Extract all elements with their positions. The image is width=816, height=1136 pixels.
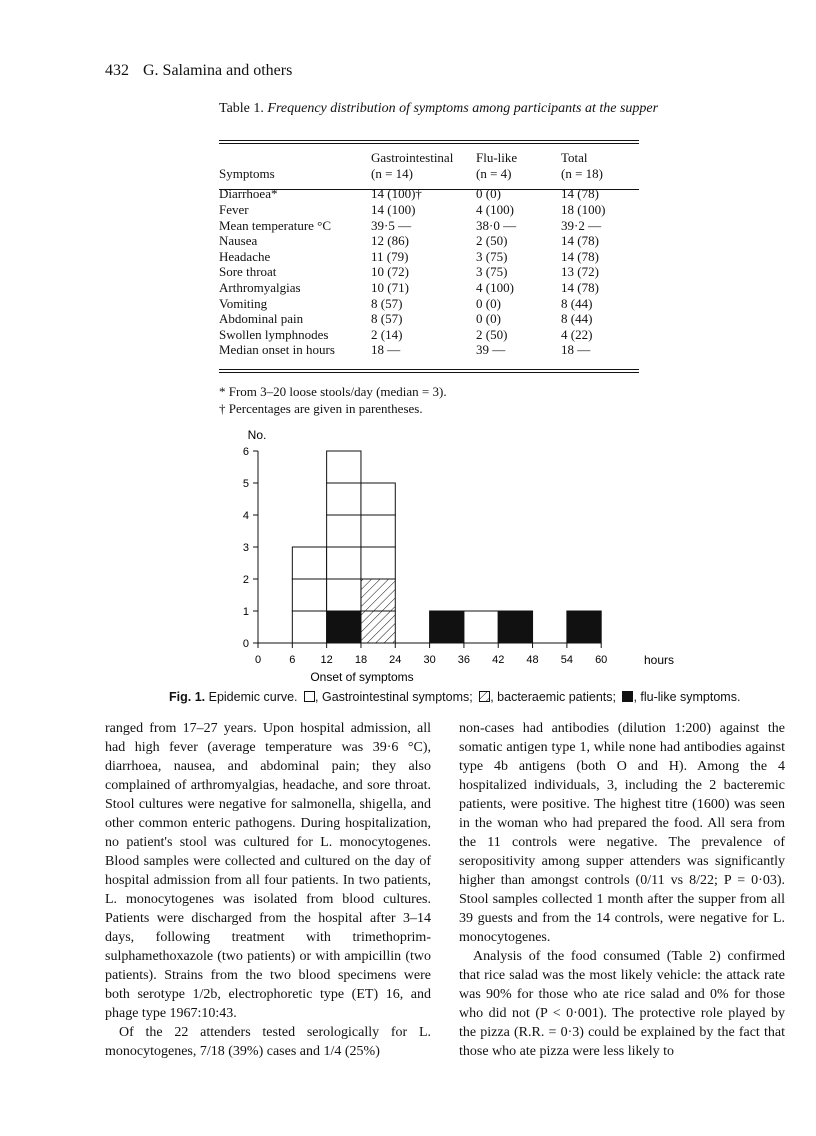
row-gi: 14 (100)† [371, 186, 422, 201]
row-symptom: Sore throat [219, 264, 277, 280]
row-gi: 18 — [371, 342, 401, 358]
col-header-total-n: (n = 18) [561, 166, 603, 181]
case-cell-gi [327, 515, 361, 547]
legend-square-filled-icon [622, 691, 633, 702]
legend-gastrointestinal: , Gastrointestinal symptoms; [315, 690, 473, 704]
running-title: G. Salamina and others [143, 62, 293, 79]
case-cell-gi [292, 611, 326, 643]
paragraph-right-2: Analysis of the food consumed (Table 2) confirmed that rice salad was the most likely vehicle: the attack rate was 90% for those who ate rice salad and 0% for those who did not (P < 0·001). The protective role played by the pizza (R.R. = 0·3) could be explained by the fact that those who ate pizza were less likely to [459, 949, 785, 1059]
col-header-flu-like: Flu-like [476, 150, 518, 165]
row-total: 18 — [561, 342, 591, 358]
row-gi: 8 (57) [371, 311, 403, 327]
row-gi: 14 (100) [371, 202, 416, 217]
body-column-right [459, 719, 785, 1061]
row-flu: 38·0 — [476, 217, 517, 233]
row-total: 39·2 — [561, 217, 602, 233]
case-cell-gi [292, 547, 326, 579]
row-symptom: Swollen lymphnodes [219, 326, 329, 342]
row-gi: 10 (71) [371, 279, 409, 295]
row-total: 14 (78) [561, 248, 599, 264]
case-cell-gi [327, 579, 361, 611]
row-symptom: Abdominal pain [219, 311, 304, 327]
row-symptom: Median onset in hours [219, 342, 335, 358]
case-cell-bact [361, 611, 395, 643]
case-cell-flu [498, 611, 532, 643]
y-tick-label: 5 [242, 478, 249, 490]
case-cell-gi [361, 547, 395, 579]
case-cell-gi [327, 483, 361, 515]
row-symptom: Mean temperature °C [219, 217, 332, 233]
row-flu: 39 — [476, 342, 506, 358]
footnote-percentages: † Percentages are given in parentheses. [219, 401, 423, 416]
row-symptom: Nausea [219, 233, 258, 249]
footnote-diarrhoea: * From 3–20 loose stools/day (median = 3). [219, 384, 447, 399]
row-total: 18 (100) [561, 202, 606, 217]
col-header-gi-n: (n = 14) [371, 166, 413, 181]
y-tick-label: 4 [242, 510, 249, 522]
paragraph-left-2: Of the 22 attenders tested serologically for L. monocytogenes, 7/18 (39%) cases and 1/4 (25%) [105, 1025, 431, 1059]
row-total: 14 (78) [561, 186, 599, 201]
y-tick-label: 2 [242, 574, 249, 586]
x-tick-label: 36 [457, 654, 471, 666]
x-axis-unit: hours [644, 653, 675, 667]
x-tick-label: 6 [289, 654, 296, 666]
row-gi: 12 (86) [371, 233, 409, 249]
y-tick-label: 0 [242, 638, 249, 650]
row-symptom: Fever [219, 202, 249, 217]
table-caption-text: Frequency distribution of symptoms among participants at the supper [267, 101, 659, 116]
case-cell-gi [327, 547, 361, 579]
row-flu: 4 (100) [476, 202, 514, 217]
case-cell-gi [361, 483, 395, 515]
row-flu: 0 (0) [476, 295, 501, 311]
legend-square-hatched-icon [479, 691, 490, 702]
case-cell-gi [292, 579, 326, 611]
case-cell-flu [430, 611, 464, 643]
row-total: 14 (78) [561, 233, 599, 249]
x-tick-label: 54 [560, 654, 574, 666]
figure-caption [169, 690, 740, 704]
case-cell-flu [567, 611, 601, 643]
row-flu: 0 (0) [476, 311, 501, 327]
body-column-left [105, 719, 431, 1061]
paragraph-right-1: non-cases had antibodies (dilution 1:200) against the somatic antigen type 1, while none had antibodies against type 4b antigens (both O and H). Among the 4 hospitalized individuals, 3, including the 2 bacteremic patients, were positive. The highest titre (1600) was seen in the woman who had prepared the food. All sera from the 11 controls were negative. The prevalence of seropositivity among supper attenders was significantly higher than amongst controls (0/11 vs 8/22; P = 0·03). Stool samples collected 1 month after the supper from all 39 guests and from the 14 controls, were negative for L. monocytogenes. [459, 721, 785, 945]
x-tick-label: 48 [526, 654, 539, 666]
row-flu: 4 (100) [476, 279, 514, 295]
y-tick-label: 3 [242, 542, 249, 554]
x-tick-label: 24 [389, 654, 402, 666]
row-symptom: Diarrhoea* [219, 186, 278, 201]
case-cell-flu [327, 611, 361, 643]
case-cell-gi [361, 515, 395, 547]
row-total: 8 (44) [561, 295, 593, 311]
legend-square-empty-icon [304, 691, 315, 702]
legend-bacteraemic: , bacteraemic patients; [490, 690, 616, 704]
y-tick-label: 1 [242, 606, 249, 618]
row-symptom: Headache [219, 248, 271, 264]
row-total: 4 (22) [561, 326, 593, 342]
x-tick-label: 12 [320, 654, 333, 666]
row-symptom: Arthromyalgias [219, 279, 301, 295]
paragraph-left-1: ranged from 17–27 years. Upon hospital admission, all had high fever (average temperature was 39·6 °C), diarrhoea, nausea, and abdominal pain; they also complained of arthromyalgias, headache, and sore throat. Stool cultures were negative for salmonella, shigella, and other common enteric pathogens. During hospitalization, no patient's stool was cultured for L. monocytogenes. Blood samples were collected and cultured on the day of hospital admission from all four patients. In two patients, L. monocytogenes was isolated from blood cultures. Patients were discharged from the hospital after 3–14 days, following treatment with trimethoprim-sulphamethoxazole (two patients) or with ampicillin (two patients). Strains from the two blood specimens were both serotype 1/2b, electrophoretic type (ET) 16, and phage type 1967:10:43. [105, 721, 431, 1021]
case-cell-bact [361, 579, 395, 611]
row-flu: 3 (75) [476, 248, 508, 264]
y-tick-label: 6 [242, 446, 249, 458]
figure-label: Fig. 1. [169, 690, 206, 704]
col-header-symptoms-label: Symptoms [219, 166, 275, 181]
x-axis-title: Onset of symptoms [310, 670, 414, 684]
row-gi: 2 (14) [371, 326, 403, 342]
page-number: 432 [105, 62, 129, 79]
row-total: 13 (72) [561, 264, 599, 280]
table-label: Table 1. [219, 101, 264, 116]
row-flu: 2 (50) [476, 233, 508, 249]
row-gi: 10 (72) [371, 264, 409, 280]
x-tick-label: 0 [254, 654, 262, 666]
row-gi: 11 (79) [371, 248, 409, 264]
x-tick-label: 60 [595, 654, 608, 666]
col-header-flu-n: (n = 4) [476, 166, 512, 181]
row-total: 14 (78) [561, 279, 599, 295]
col-header-total: Total [561, 150, 588, 165]
row-symptom: Vomiting [219, 295, 268, 311]
row-flu: 2 (50) [476, 326, 508, 342]
x-tick-label: 42 [492, 654, 505, 666]
case-cell-gi [464, 611, 498, 643]
y-axis-title: No. [247, 428, 267, 442]
row-flu: 0 (0) [476, 186, 501, 201]
row-gi: 8 (57) [371, 295, 403, 311]
row-total: 8 (44) [561, 311, 593, 327]
case-cell-gi [327, 451, 361, 483]
x-tick-label: 18 [354, 654, 368, 666]
legend-flu-like: , flu-like symptoms. [633, 690, 741, 704]
row-gi: 39·5 — [371, 217, 412, 233]
figure-caption-start: Epidemic curve. [208, 690, 298, 704]
x-tick-label: 30 [423, 654, 436, 666]
row-flu: 3 (75) [476, 264, 508, 280]
col-header-gastrointestinal: Gastrointestinal [371, 150, 454, 165]
